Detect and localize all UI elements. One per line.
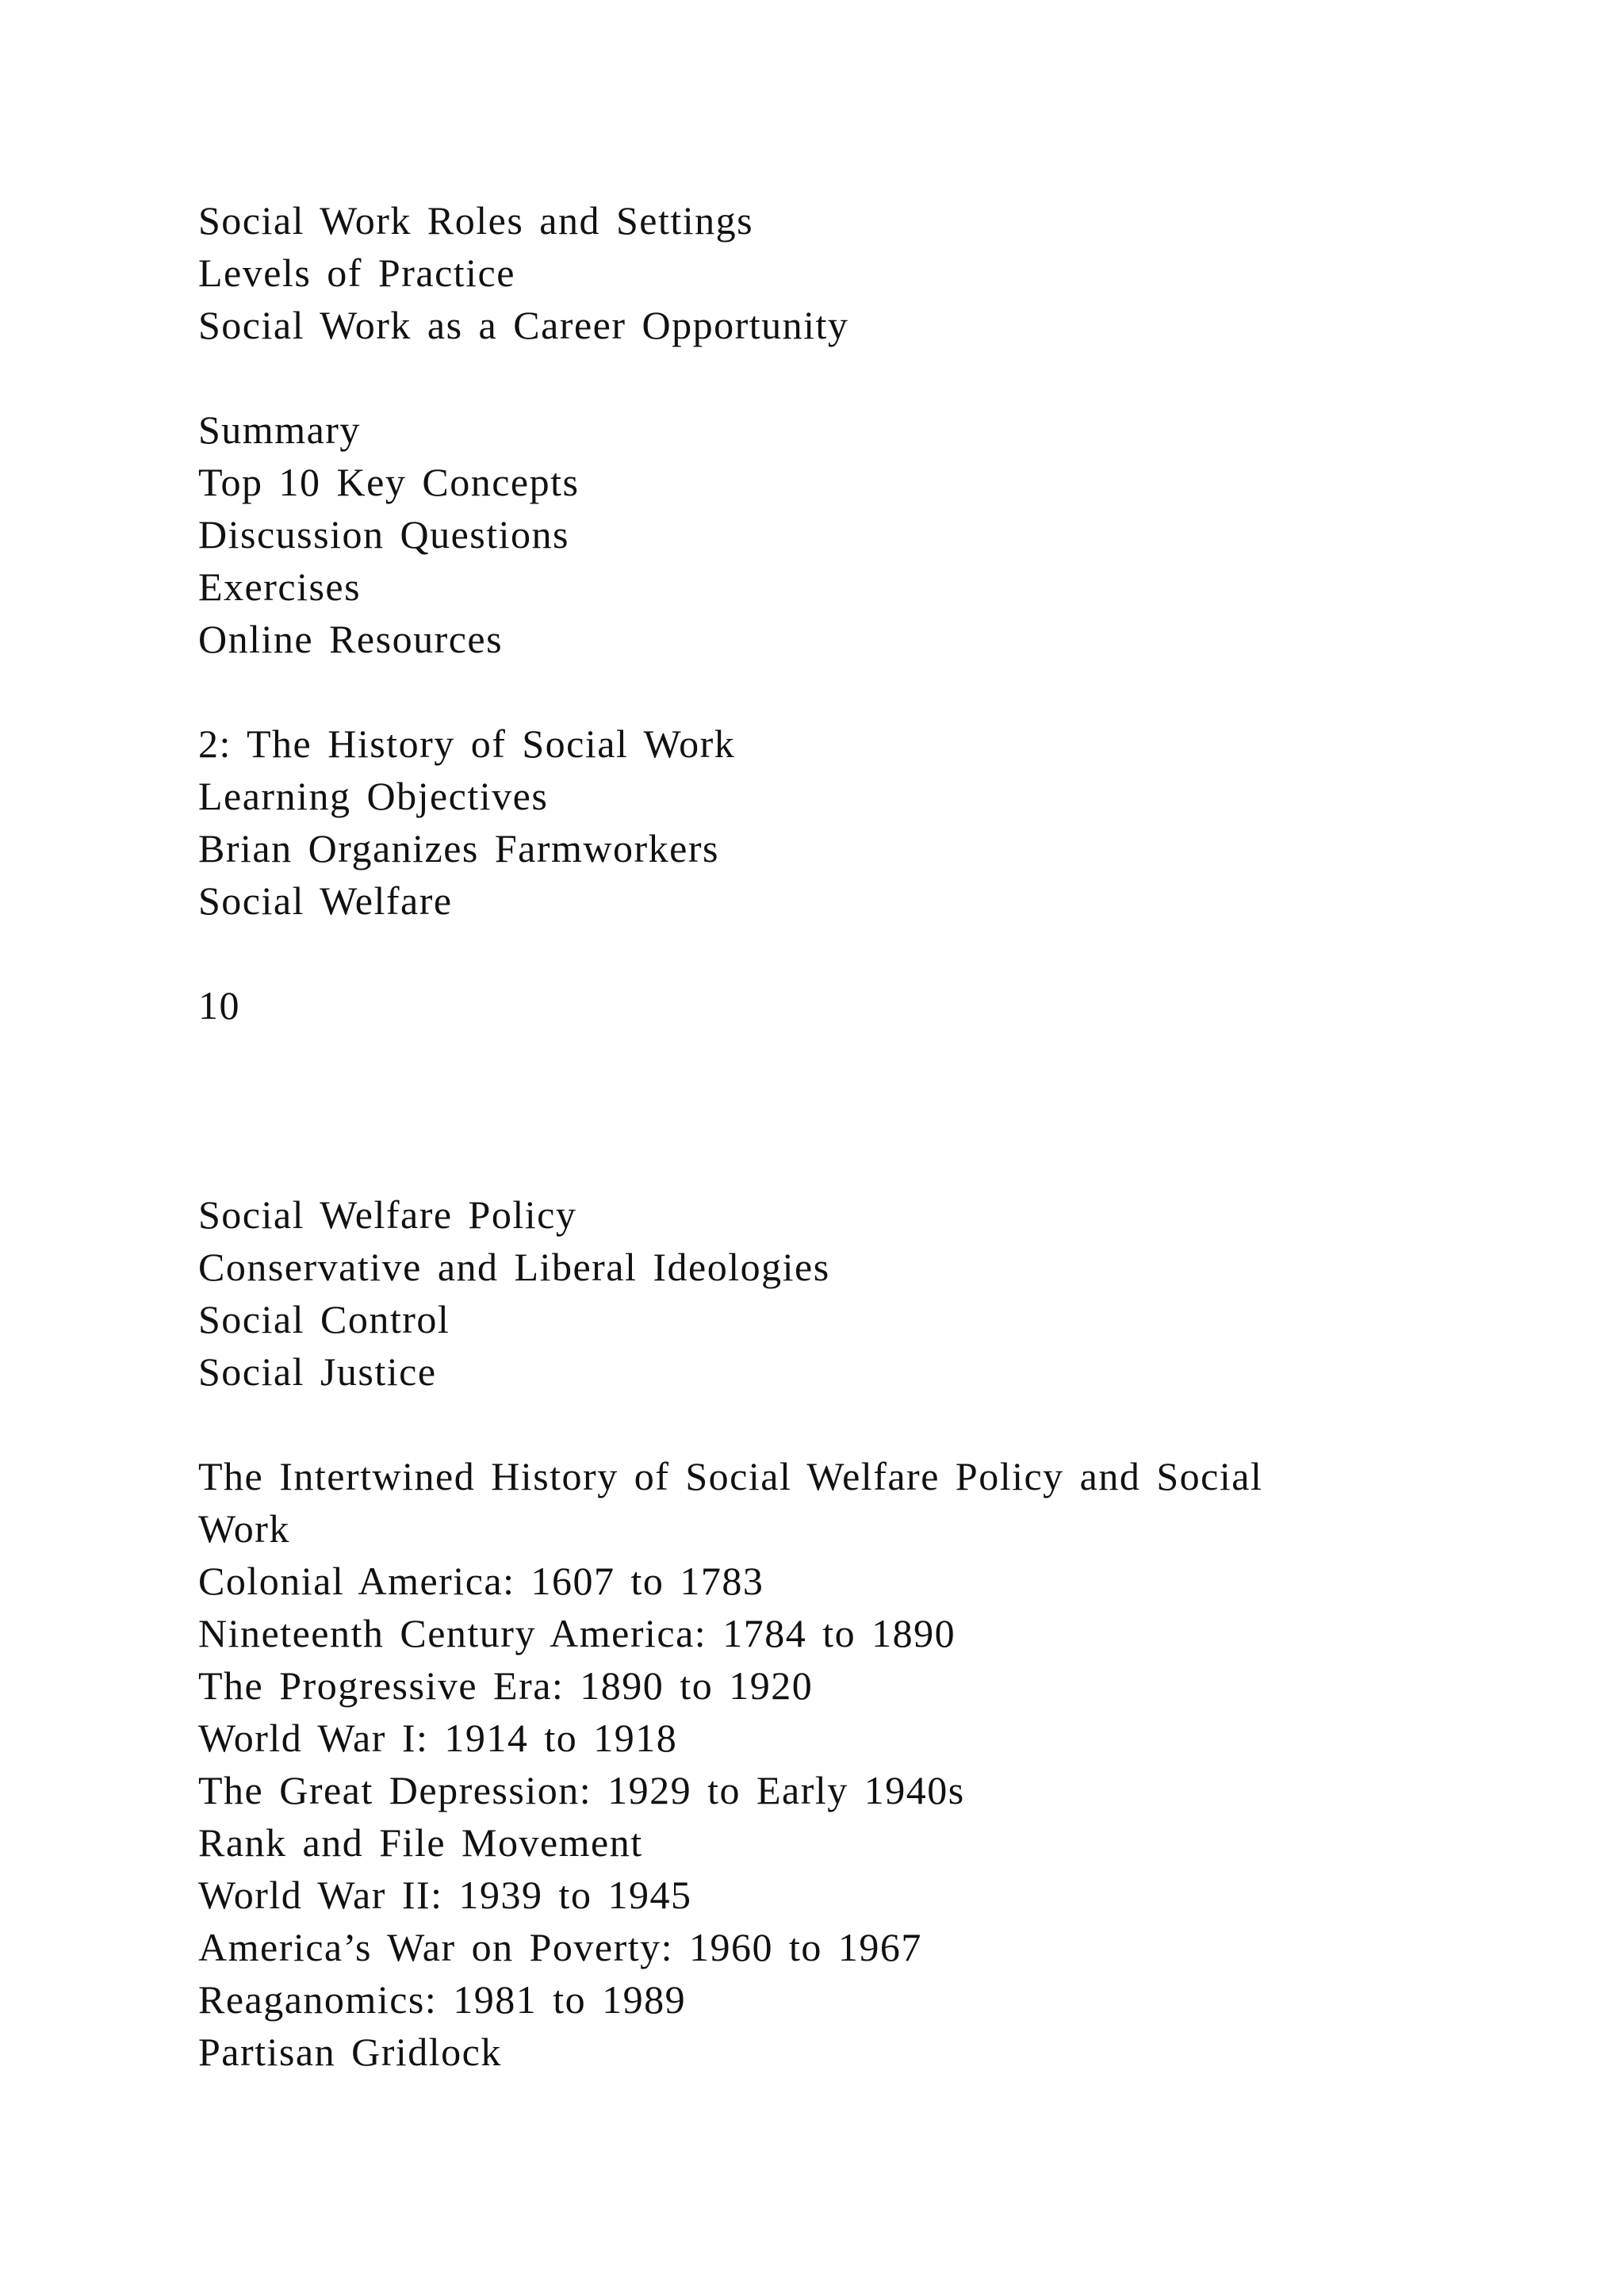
toc-entry: World War II: 1939 to 1945	[198, 1873, 692, 1917]
toc-entry: Summary	[198, 408, 361, 452]
toc-entry: Rank and File Movement	[198, 1820, 643, 1865]
toc-entry: Partisan Gridlock	[198, 2030, 502, 2074]
toc-entry: Levels of Practice	[198, 251, 515, 295]
toc-entry: The Progressive Era: 1890 to 1920	[198, 1663, 814, 1708]
toc-entry: Nineteenth Century America: 1784 to 1890	[198, 1611, 956, 1655]
page-number: 10	[198, 983, 240, 1027]
toc-entry: Brian Organizes Farmworkers	[198, 826, 719, 871]
toc-entry: Exercises	[198, 564, 362, 609]
toc-entry: Social Welfare Policy	[198, 1192, 577, 1237]
toc-entry: Reaganomics: 1981 to 1989	[198, 1977, 687, 2022]
toc-entry: Conservative and Liberal Ideologies	[198, 1245, 830, 1289]
toc-entry: The Great Depression: 1929 to Early 1940s	[198, 1768, 965, 1812]
toc-entry: Social Work Roles and Settings	[198, 198, 754, 243]
toc-entry: Top 10 Key Concepts	[198, 460, 580, 504]
toc-entry: Social Work as a Career Opportunity	[198, 303, 849, 347]
toc-entry: Work	[198, 1506, 290, 1551]
toc-entry: Learning Objectives	[198, 774, 549, 818]
toc-entry: Colonial America: 1607 to 1783	[198, 1559, 764, 1603]
toc-entry: America’s War on Poverty: 1960 to 1967	[198, 1925, 922, 1969]
toc-entry: World War I: 1914 to 1918	[198, 1716, 678, 1760]
toc-entry: Online Resources	[198, 617, 504, 661]
toc-entry: The Intertwined History of Social Welfare Policy and Social	[198, 1454, 1263, 1498]
toc-entry: Social Control	[198, 1297, 450, 1341]
toc-entry: Social Welfare	[198, 878, 453, 923]
chapter-heading: 2: The History of Social Work	[198, 721, 736, 766]
toc-entry: Social Justice	[198, 1349, 437, 1394]
toc-entry: Discussion Questions	[198, 512, 569, 557]
